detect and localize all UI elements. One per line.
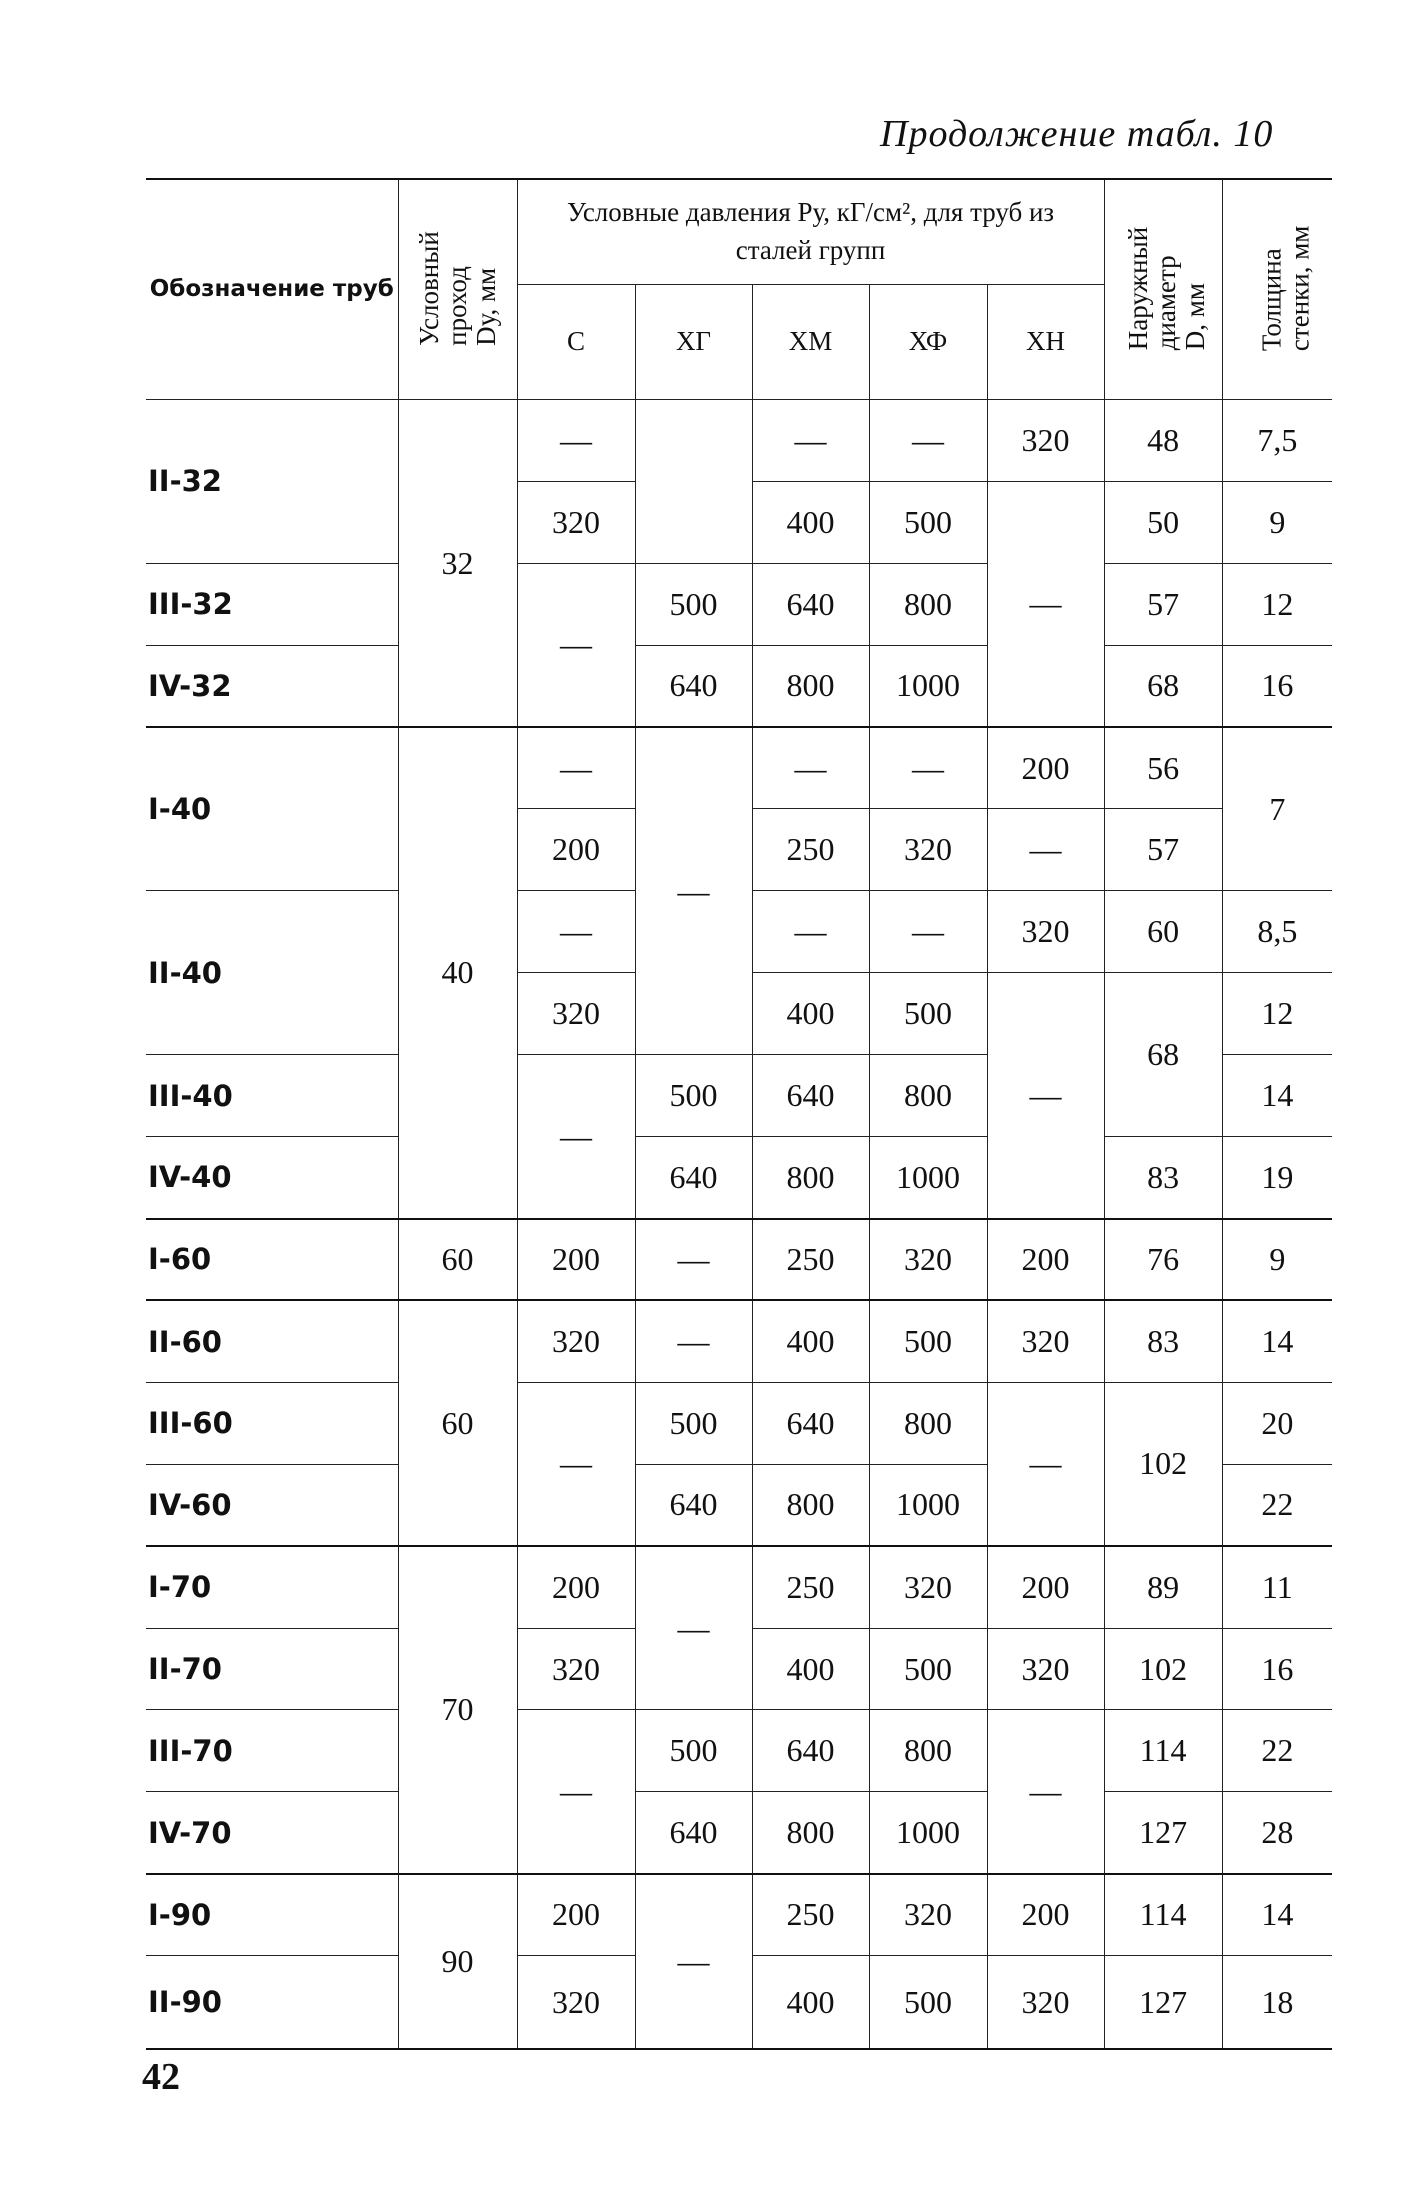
cell: 500 [635,1710,752,1792]
cell: 500 [869,1956,987,2049]
cell: 68 [1104,645,1222,727]
cell: 14 [1222,1055,1332,1137]
cell: — [752,727,869,809]
cell: — [869,727,987,809]
cell: 114 [1104,1874,1222,1956]
pipe-pressure-table [146,178,1332,2050]
cell: 500 [635,1055,752,1137]
cell: 320 [987,399,1104,481]
cell: — [517,727,635,809]
cell: 320 [517,1300,635,1382]
table-row [146,563,1332,645]
cell: 48 [1104,399,1222,481]
cell: 89 [1104,1546,1222,1628]
cell [635,399,752,563]
nominal-bore: 90 [398,1874,517,2049]
page-number: 42 [142,2056,180,2098]
cell: — [987,1710,1104,1874]
pipe-designation: III-32 [146,563,398,645]
cell: 14 [1222,1874,1332,1956]
cell: — [635,727,752,1055]
cell: 500 [869,973,987,1055]
cell: 7 [1222,727,1332,891]
cell: 200 [987,1546,1104,1628]
cell: 320 [517,481,635,563]
pipe-designation: III-70 [146,1710,398,1792]
nominal-bore: 60 [398,1300,517,1546]
cell: 320 [987,1300,1104,1382]
table-row [146,1874,1332,1956]
pipe-designation: IV-60 [146,1464,398,1546]
cell: — [635,1300,752,1382]
cell: 200 [987,1874,1104,1956]
group-khf: ХФ [869,284,987,399]
cell: 400 [752,1956,869,2049]
cell: 640 [752,1382,869,1464]
cell: 1000 [869,1464,987,1546]
pipe-designation: II-40 [146,891,398,1055]
cell: — [987,809,1104,891]
cell: 1000 [869,1792,987,1874]
cell: 102 [1104,1628,1222,1710]
header-wall-thickness [1222,179,1332,399]
cell: — [635,1219,752,1301]
cell: 320 [517,1956,635,2049]
cell: 500 [869,1628,987,1710]
group-khg: ХГ [635,284,752,399]
header-outer-diameter-label: Наружный диаметр D, мм [1122,226,1210,351]
group-c: С [517,284,635,399]
cell: 16 [1222,645,1332,727]
cell: 19 [1222,1137,1332,1219]
cell: 200 [987,1219,1104,1301]
cell: 200 [517,1874,635,1956]
group-khn: ХН [987,284,1104,399]
table-row [146,1137,1332,1219]
table-row [146,1792,1332,1874]
cell: — [752,891,869,973]
cell: 14 [1222,1300,1332,1382]
cell: 57 [1104,563,1222,645]
header-wall-thickness-label: Толщина стенки, мм [1255,225,1315,352]
cell: 640 [752,1055,869,1137]
cell: 320 [517,973,635,1055]
cell: 11 [1222,1546,1332,1628]
cell: 800 [752,1792,869,1874]
cell: — [517,891,635,973]
cell: 1000 [869,645,987,727]
cell: 12 [1222,563,1332,645]
cell: 250 [752,1874,869,1956]
cell: 22 [1222,1710,1332,1792]
cell: 320 [987,1628,1104,1710]
header-nominal-bore [398,179,517,399]
cell: 800 [752,645,869,727]
cell: 200 [517,1219,635,1301]
cell: — [517,1055,635,1219]
cell: 320 [987,1956,1104,2049]
cell: 56 [1104,727,1222,809]
cell: 83 [1104,1300,1222,1382]
cell: 20 [1222,1382,1332,1464]
cell: 640 [635,1464,752,1546]
cell: 9 [1222,481,1332,563]
table-row [146,1710,1332,1792]
table-row [146,399,1332,481]
pipe-designation: II-90 [146,1956,398,2049]
cell: 127 [1104,1956,1222,2049]
cell: 250 [752,1546,869,1628]
cell: 57 [1104,809,1222,891]
cell: 500 [635,1382,752,1464]
cell: 83 [1104,1137,1222,1219]
header-row [146,179,1332,284]
pipe-designation: II-60 [146,1300,398,1382]
table-row [146,1382,1332,1464]
cell: 200 [517,1546,635,1628]
cell: — [869,399,987,481]
cell: 640 [635,645,752,727]
table-caption: Продолжение табл. 10 [880,113,1274,155]
pipe-designation: IV-32 [146,645,398,727]
pipe-designation: I-90 [146,1874,398,1956]
cell: — [987,973,1104,1219]
table-row [146,645,1332,727]
cell: 22 [1222,1464,1332,1546]
cell: 18 [1222,1956,1332,2049]
cell: 500 [869,1300,987,1382]
cell: 200 [987,727,1104,809]
cell: 250 [752,809,869,891]
cell: 320 [517,1628,635,1710]
cell: 320 [869,1546,987,1628]
cell: 16 [1222,1628,1332,1710]
cell: 800 [752,1137,869,1219]
cell: 68 [1104,973,1222,1137]
cell: — [517,1710,635,1874]
cell: 102 [1104,1382,1222,1546]
cell: 1000 [869,1137,987,1219]
header-pressures: Условные давления Pу, кГ/см², для труб из сталей групп [517,179,1104,284]
cell: — [987,1382,1104,1546]
table-row [146,1219,1332,1301]
pipe-designation: II-32 [146,399,398,563]
cell: 400 [752,1300,869,1382]
header-designation: Обозначение труб [146,179,398,399]
cell: 500 [869,481,987,563]
cell: 320 [869,809,987,891]
table-row [146,727,1332,809]
cell: 400 [752,481,869,563]
cell: 28 [1222,1792,1332,1874]
cell: 200 [517,809,635,891]
cell: 800 [869,1055,987,1137]
cell: 114 [1104,1710,1222,1792]
table-row [146,1300,1332,1382]
table-row [146,1546,1332,1628]
cell: 640 [752,563,869,645]
pipe-designation: I-70 [146,1546,398,1628]
cell: 640 [752,1710,869,1792]
pipe-designation: III-60 [146,1382,398,1464]
cell: 7,5 [1222,399,1332,481]
cell: — [517,563,635,727]
header-nominal-bore-label: Условный проход Dу, мм [413,231,501,346]
nominal-bore: 70 [398,1546,517,1874]
cell: — [635,1546,752,1710]
cell: 76 [1104,1219,1222,1301]
cell: 500 [635,563,752,645]
cell: 800 [869,1710,987,1792]
cell: — [517,1382,635,1546]
cell: 12 [1222,973,1332,1055]
cell: — [869,891,987,973]
cell: 8,5 [1222,891,1332,973]
cell: 9 [1222,1219,1332,1301]
cell: 800 [869,1382,987,1464]
cell: 50 [1104,481,1222,563]
cell: 127 [1104,1792,1222,1874]
cell: — [752,399,869,481]
nominal-bore: 40 [398,727,517,1218]
cell: 320 [987,891,1104,973]
pipe-designation: IV-40 [146,1137,398,1219]
pipe-designation: IV-70 [146,1792,398,1874]
nominal-bore: 32 [398,399,517,727]
cell: — [635,1874,752,2049]
cell: 640 [635,1137,752,1219]
pipe-designation: III-40 [146,1055,398,1137]
cell: 320 [869,1219,987,1301]
cell: 800 [869,563,987,645]
pipe-designation: I-60 [146,1219,398,1301]
cell: 400 [752,1628,869,1710]
nominal-bore: 60 [398,1219,517,1301]
cell: — [987,481,1104,727]
pipe-designation: I-40 [146,727,398,891]
cell: — [517,399,635,481]
cell: 640 [635,1792,752,1874]
cell: 400 [752,973,869,1055]
group-khm: ХМ [752,284,869,399]
cell: 320 [869,1874,987,1956]
cell: 60 [1104,891,1222,973]
cell: 250 [752,1219,869,1301]
header-outer-diameter [1104,179,1222,399]
pipe-designation: II-70 [146,1628,398,1710]
cell: 800 [752,1464,869,1546]
